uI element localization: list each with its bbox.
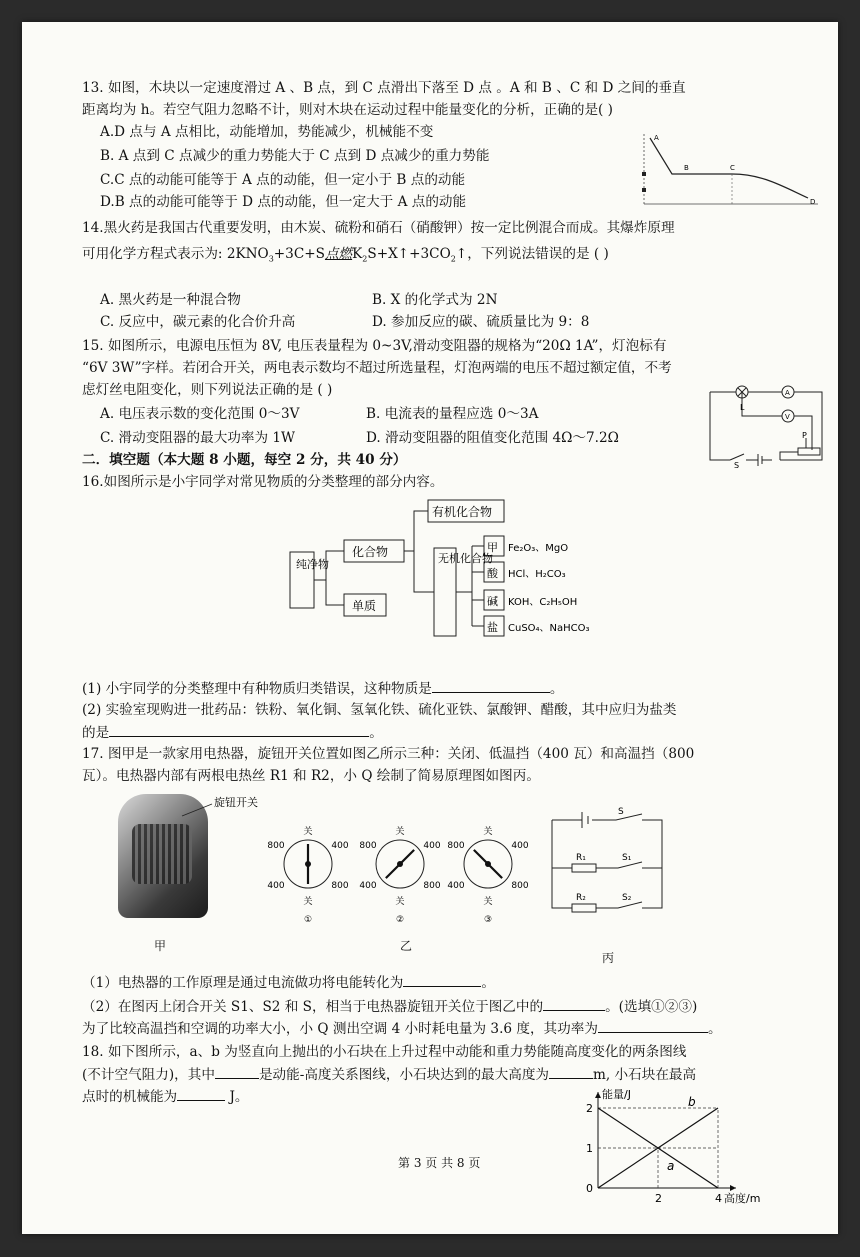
q15-stem-line3: 虑灯丝电阻变化，则下列说法正确的是 ( ) [82, 382, 333, 398]
q17-stem-line2: 瓦）。电热器内部有两根电热丝 R1 和 R2，小 Q 绘制了简易原理图如图丙。 [82, 768, 540, 784]
dial-label-800: 800 [447, 841, 465, 851]
q13-label-a: A [654, 134, 659, 142]
q13-option-b: B. A 点到 C 点减少的重力势能大于 C 点到 D 点减少的重力势能 [100, 148, 490, 164]
q13-mark [642, 188, 646, 192]
q15-option-b: B. 电流表的量程应选 0～3A [366, 406, 539, 422]
dial-label-off: 关 [303, 897, 313, 907]
q16-blank-1[interactable] [432, 678, 550, 693]
q15-slider-label: P [802, 431, 807, 440]
fig-yi-caption: 乙 [400, 939, 413, 953]
dial-label-400: 400 [423, 841, 441, 851]
q14-option-c: C. 反应中，碳元素的化合价升高 [100, 314, 296, 330]
q18-blank-3[interactable] [177, 1086, 225, 1101]
tree-category-base: 碱 [487, 595, 498, 608]
tree-examples-salt: CuSO₄、NaHCO₃ [508, 623, 590, 634]
x-tick-label: 4 [715, 1192, 722, 1205]
q15-option-d: D. 滑动变阻器的阻值变化范围 4Ω～7.2Ω [366, 430, 619, 446]
y-tick-label: 1 [586, 1142, 593, 1155]
q18-stem-line1: 18. 如下图所示，a、b 为竖直向上抛出的小石块在上升过程中动能和重力势能随高度变化的两条图线 [82, 1044, 687, 1060]
q15-circuit-figure [702, 376, 832, 468]
circuit-s-label: S [618, 807, 624, 817]
section-2-heading: 二．填空题（本大题 8 小题，每空 2 分，共 40 分） [82, 452, 407, 468]
dial-label-800: 800 [423, 881, 441, 891]
y-axis-label: 能量/J [602, 1088, 631, 1101]
circuit-s2-label: S₂ [622, 893, 632, 903]
tree-organic-label: 有机化合物 [432, 505, 493, 519]
q17-sub1: （1）电热器的工作原理是通过电流做功将电能转化为 。 [82, 972, 495, 993]
exam-page [22, 22, 838, 1234]
q16-sub2-line2: 的是 。 [82, 722, 383, 743]
dial-number: ② [395, 915, 405, 925]
x-tick-label: 0 [586, 1182, 593, 1195]
dial-hub [397, 861, 403, 867]
q17-blank-3[interactable] [598, 1018, 708, 1033]
q18-blank-1[interactable] [215, 1064, 259, 1079]
q14-stem-line2: 可用化学方程式表示为: $2KNO_3+3C+S$点燃$K_2S+X↑+3CO_2↑$，下列说法错误的是 ( ) [82, 246, 609, 264]
q17-sub2-line2: 为了比较高温挡和空调的功率大小，小 Q 测出空调 4 小时耗电量为 3.6 度，其功率为 。 [82, 1018, 722, 1039]
q13-stem-line1: 13. 如图，木块以一定速度滑过 A 、B 点，到 C 点滑出下落至 D 点 。A 和 B 、C 和 D 之间的垂直 [82, 80, 686, 96]
q16-sub1: (1) 小宇同学的分类整理中有种物质归类错误，这种物质是 。 [82, 678, 563, 699]
dial-label-off: 关 [395, 827, 405, 837]
dial-label-off: 关 [395, 897, 405, 907]
q13-option-c: C.C 点的动能可能等于 A 点的动能，但一定小于 B 点的动能 [100, 172, 466, 188]
q18-energy-height-chart [552, 1086, 772, 1205]
tree-category-salt: 盐 [487, 621, 498, 634]
tree-compound-label: 化合物 [352, 545, 389, 559]
q18-stem-line3: 点时的机械能为 J。 [82, 1086, 249, 1107]
q13-label-d: D [810, 198, 816, 206]
q18-blank-2[interactable] [549, 1064, 593, 1079]
series-label-b: b [688, 1095, 696, 1109]
y-axis-arrow [595, 1092, 601, 1098]
q13-label-c: C [730, 164, 735, 172]
tree-examples-jia: Fe₂O₃、MgO [508, 543, 569, 554]
dial-number: ① [303, 915, 313, 925]
q13-option-d: D.B 点的动能可能等于 D 点的动能，但一定大于 A 点的动能 [100, 194, 467, 210]
q15-stem-line2: “6V 3W”字样。若闭合开关，两电表示数均不超过所选量程，灯泡两端的电压不超过额定值，不考 [82, 360, 672, 376]
q14-stem-line1: 14.黑火药是我国古代重要发明，由木炭、硫粉和硝石（硝酸钾）按一定比例混合而成。其爆炸原理 [82, 220, 675, 236]
q17-heater-circuit [542, 802, 672, 932]
knob-callout [172, 794, 258, 844]
q14-option-b: B. X 的化学式为 2N [372, 292, 498, 308]
q13-option-a: A.D 点与 A 点相比，动能增加，势能减少，机械能不变 [100, 124, 434, 140]
q13-slope-figure [632, 126, 822, 206]
y-tick-label: 2 [586, 1102, 593, 1115]
circuit-r2-label: R₂ [576, 893, 586, 903]
q17-blank-2[interactable] [543, 996, 605, 1011]
dial-label-400: 400 [511, 841, 529, 851]
q17-blank-1[interactable] [403, 972, 481, 987]
page-footer: 第 3 页 共 8 页 [398, 1156, 481, 1170]
q15-switch-label: S [734, 461, 740, 470]
circuit-r1-label: R₁ [576, 853, 586, 863]
tree-examples-acid: HCl、H₂CO₃ [508, 569, 566, 580]
dial-figures [248, 804, 548, 940]
q13-mark [642, 172, 646, 176]
q16-sub2-line1: (2) 实验室现购进一批药品：铁粉、氧化铜、氢氧化铁、硫化亚铁、氯酸钾、醋酸，其中应归为盐类 [82, 702, 677, 718]
q15-voltmeter-label: V [785, 413, 790, 421]
q16-blank-2[interactable] [109, 722, 369, 737]
q15-option-c: C. 滑动变阻器的最大功率为 1W [100, 430, 296, 446]
q18-stem-line2: (不计空气阻力)，其中 是动能-高度关系图线，小石块达到的最大高度为 m, 小石块在最高 [82, 1064, 696, 1085]
tree-inorganic-label: 无机化合物 [438, 552, 493, 565]
tree-category-jia: 甲 [487, 541, 498, 554]
dial-label-800: 800 [511, 881, 529, 891]
dial-label-400: 400 [331, 841, 349, 851]
q14-option-a: A. 黑火药是一种混合物 [100, 292, 241, 308]
fig-bing-caption: 丙 [602, 951, 615, 965]
dial-number: ③ [483, 915, 493, 925]
dial-label-400: 400 [267, 881, 285, 891]
q13-label-b: B [684, 164, 689, 172]
x-tick-label: 2 [655, 1192, 662, 1205]
q17-stem-line1: 17. 图甲是一款家用电热器，旋钮开关位置如图乙所示三种：关闭、低温挡（400 瓦）和高温挡（800 [82, 746, 695, 762]
q15-lamp-label: L [740, 403, 745, 412]
q14-condition: 点燃 [324, 246, 353, 262]
tree-category-acid: 酸 [487, 567, 498, 580]
q16-stem: 16.如图所示是小宇同学对常见物质的分类整理的部分内容。 [82, 474, 444, 490]
series-label-a: a [667, 1159, 675, 1173]
dial-hub [305, 861, 311, 867]
dial-label-off: 关 [483, 897, 493, 907]
tree-element-label: 单质 [352, 599, 377, 613]
circuit-s1-label: S₁ [622, 853, 632, 863]
x-axis-arrow [730, 1185, 736, 1191]
q14-option-d: D. 参加反应的碳、硫质量比为 9：8 [372, 314, 590, 330]
dial-label-800: 800 [359, 841, 377, 851]
dial-label-400: 400 [359, 881, 377, 891]
q13-stem-line2: 距离均为 h。若空气阻力忽略不计，则对木块在运动过程中能量变化的分析，正确的是( ) [82, 102, 613, 118]
dial-label-800: 800 [267, 841, 285, 851]
tree-examples-base: KOH、C₂H₅OH [508, 597, 578, 608]
dial-label-400: 400 [447, 881, 465, 891]
dial-hub [485, 861, 491, 867]
q17-sub2-line1: （2）在图丙上闭合开关 S1、S2 和 S，相当于电热器旋钮开关位于图乙中的 。(选填①②③) [82, 996, 697, 1017]
dial-label-off: 关 [303, 827, 313, 837]
q16-classification-tree [282, 496, 612, 666]
fig-jia-caption: 甲 [154, 939, 167, 953]
x-axis-label: 高度/m [724, 1192, 761, 1205]
q15-option-a: A. 电压表示数的变化范围 0～3V [100, 406, 300, 422]
q15-stem-line1: 15. 如图所示，电源电压恒为 8V, 电压表量程为 0~3V,滑动变阻器的规格为“20Ω 1A”，灯泡标有 [82, 338, 667, 354]
q15-ammeter-label: A [785, 389, 790, 397]
knob-label: 旋钮开关 [214, 796, 258, 809]
dial-label-800: 800 [331, 881, 349, 891]
tree-root-label: 纯净物 [296, 558, 329, 571]
dial-label-off: 关 [483, 827, 493, 837]
